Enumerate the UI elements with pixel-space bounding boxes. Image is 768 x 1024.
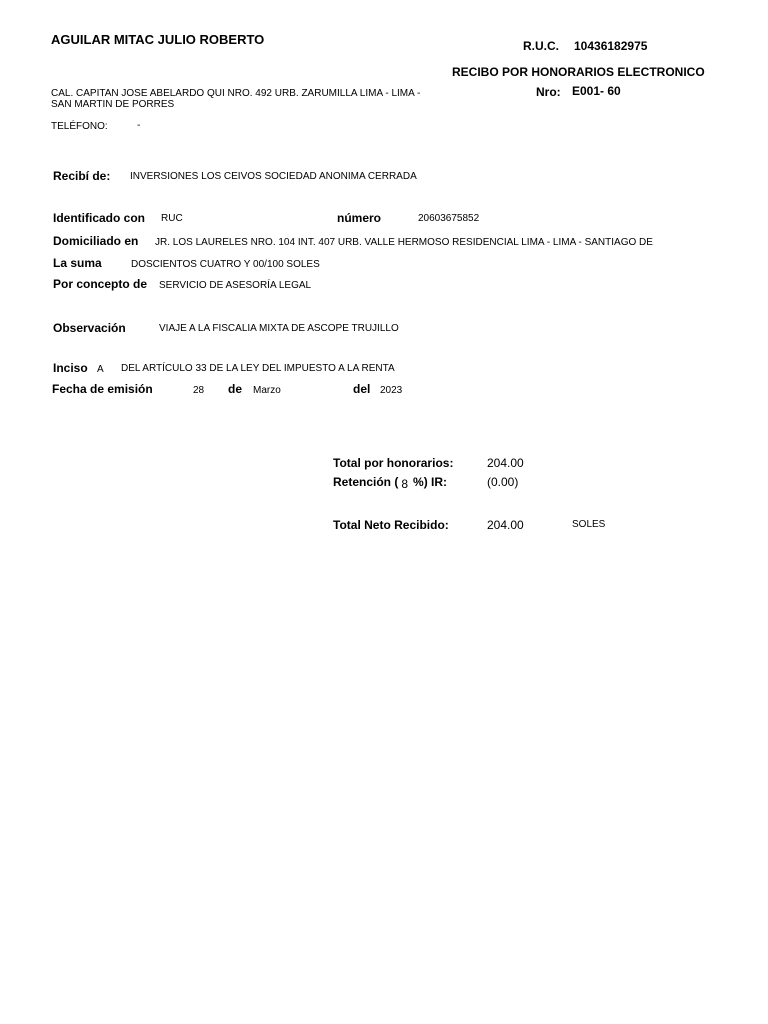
- retencion-label-prefix: Retención (: [333, 475, 399, 489]
- currency: SOLES: [572, 519, 606, 530]
- identificado-label: Identificado con: [53, 211, 146, 225]
- phone-value: -: [137, 120, 141, 131]
- del-label: del: [353, 382, 371, 396]
- total-neto-label: Total Neto Recibido:: [333, 518, 449, 532]
- concepto-label: Por concepto de: [53, 277, 148, 291]
- ruc-value: 10436182975: [574, 39, 648, 53]
- retencion-percent: 8: [401, 477, 409, 491]
- domiciliado-label: Domiciliado en: [53, 234, 139, 248]
- suma-value: DOSCIENTOS CUATRO Y 00/100 SOLES: [131, 259, 320, 270]
- total-neto-value: 204.00: [487, 518, 524, 532]
- inciso-text: DEL ARTÍCULO 33 DE LA LEY DEL IMPUESTO A LA RENTA: [121, 363, 395, 374]
- domiciliado-value: JR. LOS LAURELES NRO. 104 INT. 407 URB. VALLE HERMOSO RESIDENCIAL LIMA - LIMA - SANTIAGO DE: [155, 237, 653, 248]
- recibi-value: INVERSIONES LOS CEIVOS SOCIEDAD ANONIMA CERRADA: [130, 171, 417, 182]
- nro-value: E001- 60: [572, 84, 621, 98]
- total-honorarios-value: 204.00: [487, 456, 524, 470]
- recibi-label: Recibí de:: [53, 169, 111, 183]
- concepto-value: SERVICIO DE ASESORÍA LEGAL: [159, 280, 312, 291]
- numero-value: 20603675852: [418, 213, 480, 224]
- observacion-value: VIAJE A LA FISCALIA MIXTA DE ASCOPE TRUJILLO: [159, 323, 399, 334]
- numero-label: número: [337, 211, 382, 225]
- retencion-label-suffix: %) IR:: [413, 475, 448, 489]
- suma-label: La suma: [53, 256, 102, 270]
- inciso-label: Inciso: [53, 361, 88, 375]
- issuer-address-line2: SAN MARTIN DE PORRES: [51, 99, 175, 110]
- retencion-label: [333, 475, 447, 489]
- fecha-label: Fecha de emisión: [52, 382, 153, 396]
- fecha-mes: Marzo: [253, 385, 281, 396]
- document-title: RECIBO POR HONORARIOS ELECTRONICO: [452, 65, 705, 79]
- issuer-name: AGUILAR MITAC JULIO ROBERTO: [51, 32, 265, 47]
- retencion-value: (0.00): [487, 475, 519, 489]
- ruc-label: R.U.C.: [523, 39, 559, 53]
- inciso-value: A: [97, 364, 104, 375]
- total-honorarios-label: Total por honorarios:: [333, 456, 454, 470]
- nro-label: Nro:: [536, 85, 561, 99]
- identificado-value: RUC: [161, 213, 183, 224]
- de-label: de: [228, 382, 243, 396]
- issuer-address-line1: CAL. CAPITAN JOSE ABELARDO QUI NRO. 492 URB. ZARUMILLA LIMA - LIMA -: [51, 88, 421, 99]
- fecha-anio: 2023: [380, 385, 403, 396]
- phone-label: TELÉFONO:: [51, 121, 108, 132]
- fecha-dia: 28: [193, 385, 205, 396]
- observacion-label: Observación: [53, 321, 126, 335]
